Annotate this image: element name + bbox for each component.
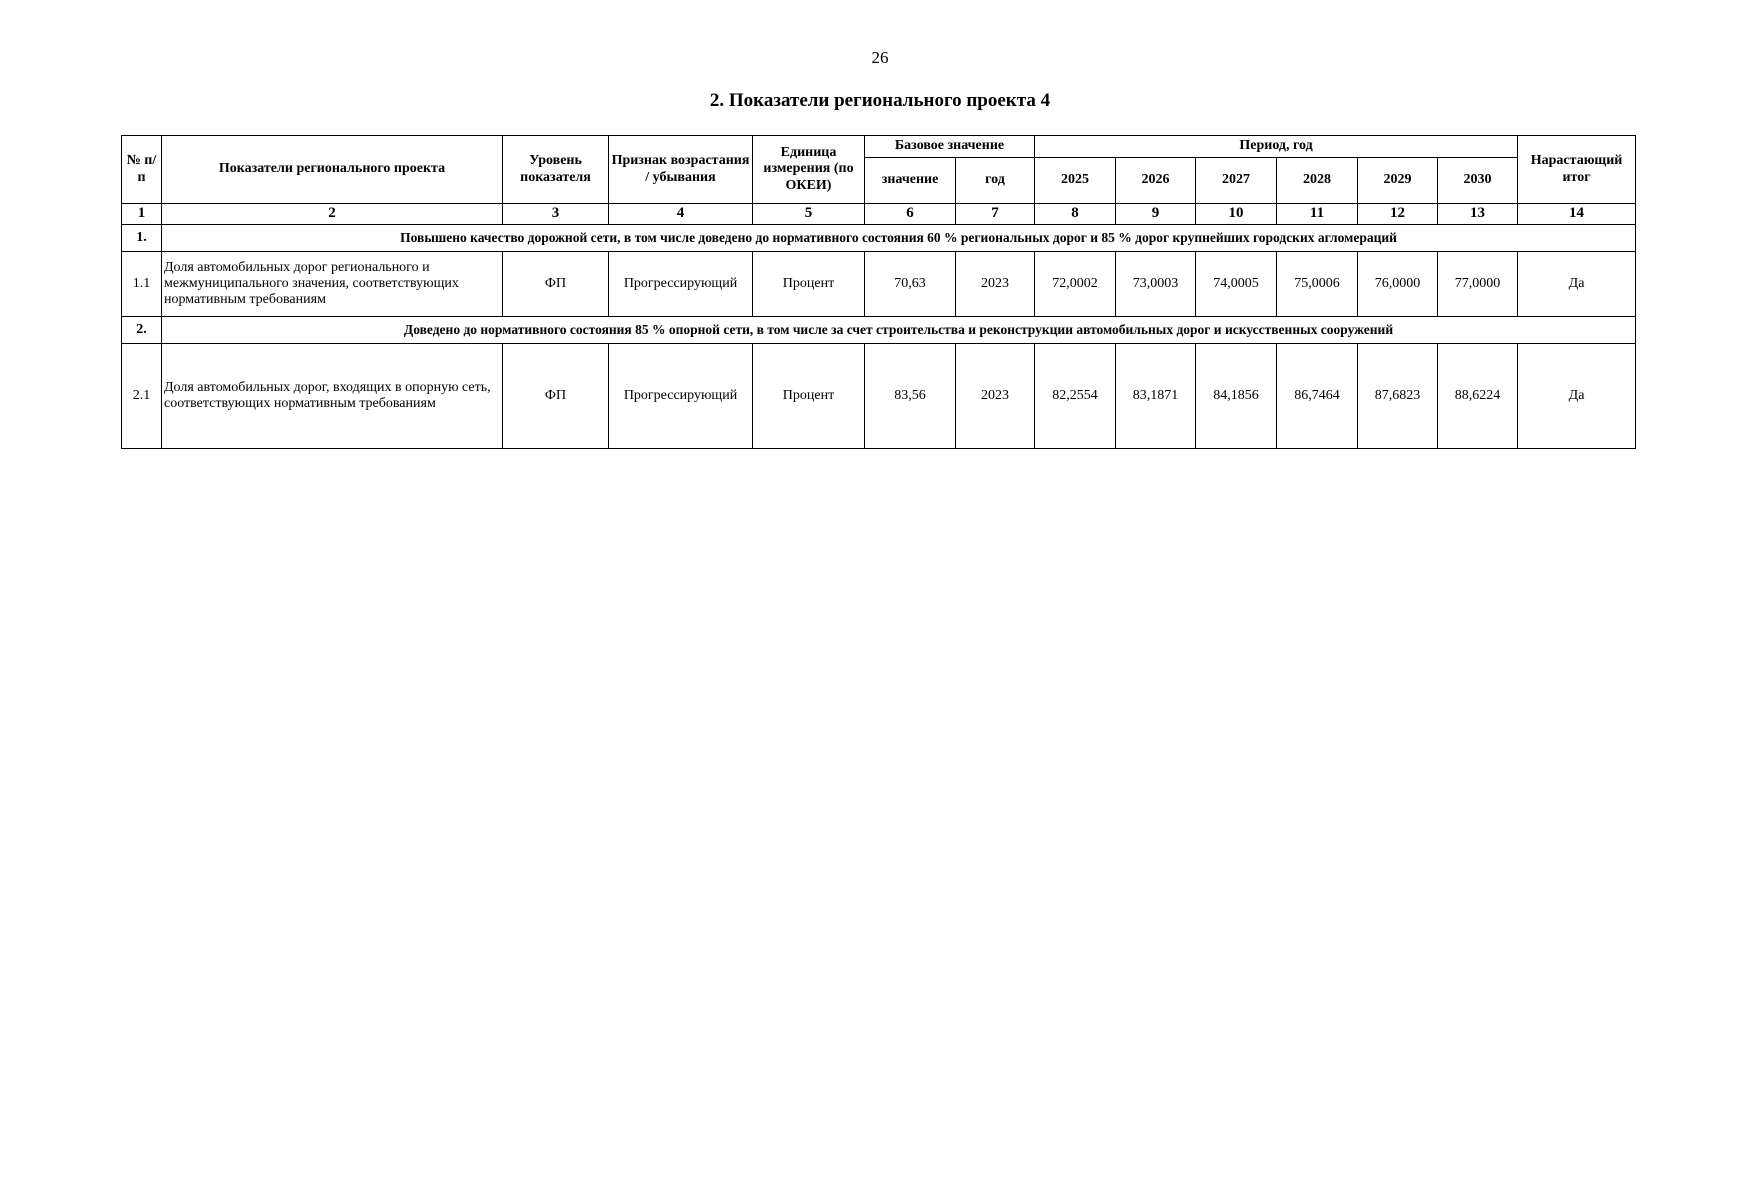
header-year: 2025 bbox=[1035, 158, 1116, 204]
indicators-table bbox=[121, 135, 1636, 449]
table-row bbox=[122, 344, 1636, 449]
column-number: 10 bbox=[1196, 204, 1277, 225]
column-number: 4 bbox=[609, 204, 753, 225]
header-year: 2028 bbox=[1277, 158, 1358, 204]
indicator-trend: Прогрессирующий bbox=[609, 252, 753, 317]
indicator-trend: Прогрессирующий bbox=[609, 344, 753, 449]
header-unit: Единица измерения (по ОКЕИ) bbox=[753, 136, 865, 204]
indicator-level: ФП bbox=[503, 252, 609, 317]
indicator-name: Доля автомобильных дорог, входящих в опорную сеть, соответствующих нормативным требованиям bbox=[162, 344, 503, 449]
row-number: 1.1 bbox=[122, 252, 162, 317]
header-year: 2026 bbox=[1116, 158, 1196, 204]
indicator-name: Доля автомобильных дорог регионального и межмуниципального значения, соответствующих нормативным требованиям bbox=[162, 252, 503, 317]
header-year: 2029 bbox=[1358, 158, 1438, 204]
section-number: 1. bbox=[122, 225, 162, 252]
year-value: 84,1856 bbox=[1196, 344, 1277, 449]
indicator-unit: Процент bbox=[753, 252, 865, 317]
year-value: 83,1871 bbox=[1116, 344, 1196, 449]
section-number: 2. bbox=[122, 317, 162, 344]
base-year: 2023 bbox=[956, 252, 1035, 317]
column-number: 2 bbox=[162, 204, 503, 225]
header-trend: Признак возрастания / убывания bbox=[609, 136, 753, 204]
column-numbers-row bbox=[122, 204, 1636, 225]
column-number: 13 bbox=[1438, 204, 1518, 225]
year-value: 86,7464 bbox=[1277, 344, 1358, 449]
table-row bbox=[122, 252, 1636, 317]
base-year: 2023 bbox=[956, 344, 1035, 449]
column-number: 3 bbox=[503, 204, 609, 225]
section-title: Доведено до нормативного состояния 85 % опорной сети, в том числе за счет строительства и реконструкции автомобильных дорог и искусственных сооружений bbox=[162, 317, 1636, 344]
base-value: 83,56 bbox=[865, 344, 956, 449]
header-row-1 bbox=[122, 136, 1636, 158]
year-value: 77,0000 bbox=[1438, 252, 1518, 317]
column-number: 9 bbox=[1116, 204, 1196, 225]
header-cumulative: Нарастающий итог bbox=[1518, 136, 1636, 204]
cumulative-value: Да bbox=[1518, 344, 1636, 449]
page-title: 2. Показатели регионального проекта 4 bbox=[709, 90, 1051, 111]
column-number: 14 bbox=[1518, 204, 1636, 225]
column-number: 11 bbox=[1277, 204, 1358, 225]
column-number: 12 bbox=[1358, 204, 1438, 225]
year-value: 74,0005 bbox=[1196, 252, 1277, 317]
header-num: № п/п bbox=[122, 136, 162, 204]
year-value: 75,0006 bbox=[1277, 252, 1358, 317]
column-number: 1 bbox=[122, 204, 162, 225]
column-number: 6 bbox=[865, 204, 956, 225]
year-value: 76,0000 bbox=[1358, 252, 1438, 317]
indicator-unit: Процент bbox=[753, 344, 865, 449]
cumulative-value: Да bbox=[1518, 252, 1636, 317]
header-indicator: Показатели регионального проекта bbox=[162, 136, 503, 204]
section-title: Повышено качество дорожной сети, в том числе доведено до нормативного состояния 60 % региональных дорог и 85 % дорог крупнейших городских агломераций bbox=[162, 225, 1636, 252]
base-value: 70,63 bbox=[865, 252, 956, 317]
header-base: Базовое значение bbox=[865, 136, 1035, 158]
column-number: 8 bbox=[1035, 204, 1116, 225]
header-year: 2030 bbox=[1438, 158, 1518, 204]
column-number: 5 bbox=[753, 204, 865, 225]
year-value: 72,0002 bbox=[1035, 252, 1116, 317]
page-number: 26 bbox=[871, 48, 889, 67]
column-number: 7 bbox=[956, 204, 1035, 225]
row-number: 2.1 bbox=[122, 344, 162, 449]
header-base-value: значение bbox=[865, 158, 956, 204]
section-row bbox=[122, 317, 1636, 344]
year-value: 87,6823 bbox=[1358, 344, 1438, 449]
header-year: 2027 bbox=[1196, 158, 1277, 204]
year-value: 88,6224 bbox=[1438, 344, 1518, 449]
header-base-year: год bbox=[956, 158, 1035, 204]
year-value: 73,0003 bbox=[1116, 252, 1196, 317]
section-row bbox=[122, 225, 1636, 252]
year-value: 82,2554 bbox=[1035, 344, 1116, 449]
header-level: Уровень показателя bbox=[503, 136, 609, 204]
indicator-level: ФП bbox=[503, 344, 609, 449]
header-period: Период, год bbox=[1035, 136, 1518, 158]
